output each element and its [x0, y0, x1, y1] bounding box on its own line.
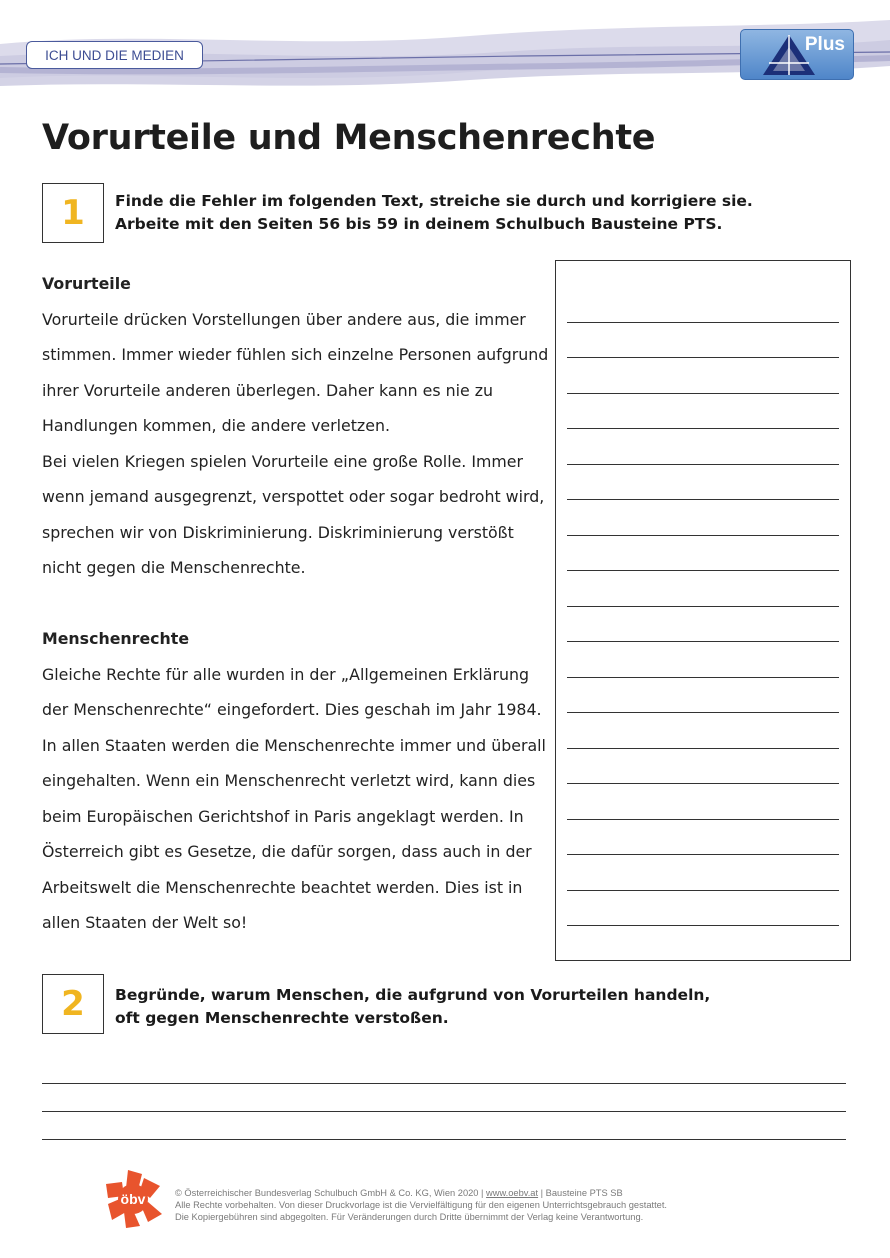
oebv-logo	[104, 1168, 164, 1230]
task-2-number: 2	[42, 974, 104, 1034]
footer-line-3: Die Kopiergebühren sind abgegolten. Für Veränderungen durch Dritte übernimmt der Verlag keine Verantwortung.	[175, 1212, 644, 1222]
footer-line-1: © Österreichischer Bundesverlag Schulbuch GmbH & Co. KG, Wien 2020 | www.oebv.at | Bausteine PTS SB	[175, 1188, 623, 1198]
correction-line[interactable]	[567, 499, 839, 500]
text-line: nicht gegen die Menschenrechte.	[42, 558, 306, 577]
task-1-line-1: Finde die Fehler im folgenden Text, streiche sie durch und korrigiere sie.	[115, 192, 753, 210]
text-line: beim Europäischen Gerichtshof in Paris angeklagt werden. In	[42, 806, 524, 826]
answer-line[interactable]	[42, 1083, 846, 1084]
task-2-line-2: oft gegen Menschenrechte verstoßen.	[115, 1009, 449, 1027]
text-line: stimmen. Immer wieder fühlen sich einzelne Personen aufgrund	[42, 345, 549, 364]
oebv-logo-text: öbv	[120, 1191, 146, 1207]
text-line: Arbeitswelt die Menschenrechte beachtet werden. Dies ist in	[42, 877, 523, 897]
text-line: Österreich gibt es Gesetze, die dafür sorgen, dass auch in der	[42, 842, 532, 861]
text-line: Bei vielen Kriegen spielen Vorurteile eine große Rolle. Immer	[42, 451, 523, 471]
task-2-instruction	[115, 984, 710, 1030]
correction-line[interactable]	[567, 464, 839, 465]
text-line: Handlungen kommen, die andere verletzen.	[42, 416, 390, 435]
correction-line[interactable]	[567, 606, 839, 607]
page-title: Vorurteile und Menschenrechte	[42, 118, 656, 158]
text-line: sprechen wir von Diskriminierung. Diskriminierung verstößt	[42, 522, 514, 542]
section-tag: ICH UND DIE MEDIEN	[26, 41, 203, 69]
correction-line[interactable]	[567, 748, 839, 749]
correction-line[interactable]	[567, 783, 839, 784]
correction-line[interactable]	[567, 677, 839, 678]
correction-line[interactable]	[567, 322, 839, 323]
correction-line[interactable]	[567, 428, 839, 429]
correction-line[interactable]	[567, 535, 839, 536]
text-line: eingehalten. Wenn ein Menschenrecht verletzt wird, kann dies	[42, 771, 536, 790]
text-line: In allen Staaten werden die Menschenrechte immer und überall	[42, 735, 546, 755]
text-line: allen Staaten der Welt so!	[42, 913, 248, 932]
correction-line[interactable]	[567, 890, 839, 891]
answer-line[interactable]	[42, 1139, 846, 1140]
correction-line[interactable]	[567, 570, 839, 571]
correction-line[interactable]	[567, 641, 839, 642]
plus-logo	[740, 29, 854, 80]
footer-line-2: Alle Rechte vorbehalten. Von dieser Druckvorlage ist die Vervielfältigung für den eigenen Unterrichtsgebrauch gestattet.	[175, 1200, 667, 1210]
text-spacer	[42, 586, 554, 622]
answer-line[interactable]	[42, 1111, 846, 1112]
error-text	[42, 266, 554, 941]
correction-line[interactable]	[567, 854, 839, 855]
text-line: ihrer Vorurteile anderen überlegen. Daher kann es nie zu	[42, 380, 494, 400]
correction-line[interactable]	[567, 712, 839, 713]
text-line: wenn jemand ausgegrenzt, verspottet oder sogar bedroht wird,	[42, 487, 545, 506]
task-1-line-2: Arbeite mit den Seiten 56 bis 59 in deinem Schulbuch Bausteine PTS.	[115, 215, 723, 233]
heading-menschenrechte: Menschenrechte	[42, 629, 190, 648]
correction-line[interactable]	[567, 357, 839, 358]
heading-vorurteile: Vorurteile	[42, 274, 131, 293]
task-1-number: 1	[42, 183, 104, 243]
task-1-instruction	[115, 190, 753, 236]
correction-line[interactable]	[567, 393, 839, 394]
correction-line[interactable]	[567, 819, 839, 820]
text-line: Gleiche Rechte für alle wurden in der „Allgemeinen Erklärung	[42, 664, 529, 684]
plus-logo-text: Plus	[804, 34, 845, 55]
publisher-link[interactable]: www.oebv.at	[486, 1188, 539, 1198]
footer-copyright	[175, 1187, 667, 1223]
text-line: Vorurteile drücken Vorstellungen über andere aus, die immer	[42, 309, 526, 329]
correction-box[interactable]	[555, 260, 851, 961]
correction-line[interactable]	[567, 925, 839, 926]
text-line: der Menschenrechte“ eingefordert. Dies geschah im Jahr 1984.	[42, 700, 542, 719]
task-2-line-1: Begründe, warum Menschen, die aufgrund von Vorurteilen handeln,	[115, 986, 711, 1004]
